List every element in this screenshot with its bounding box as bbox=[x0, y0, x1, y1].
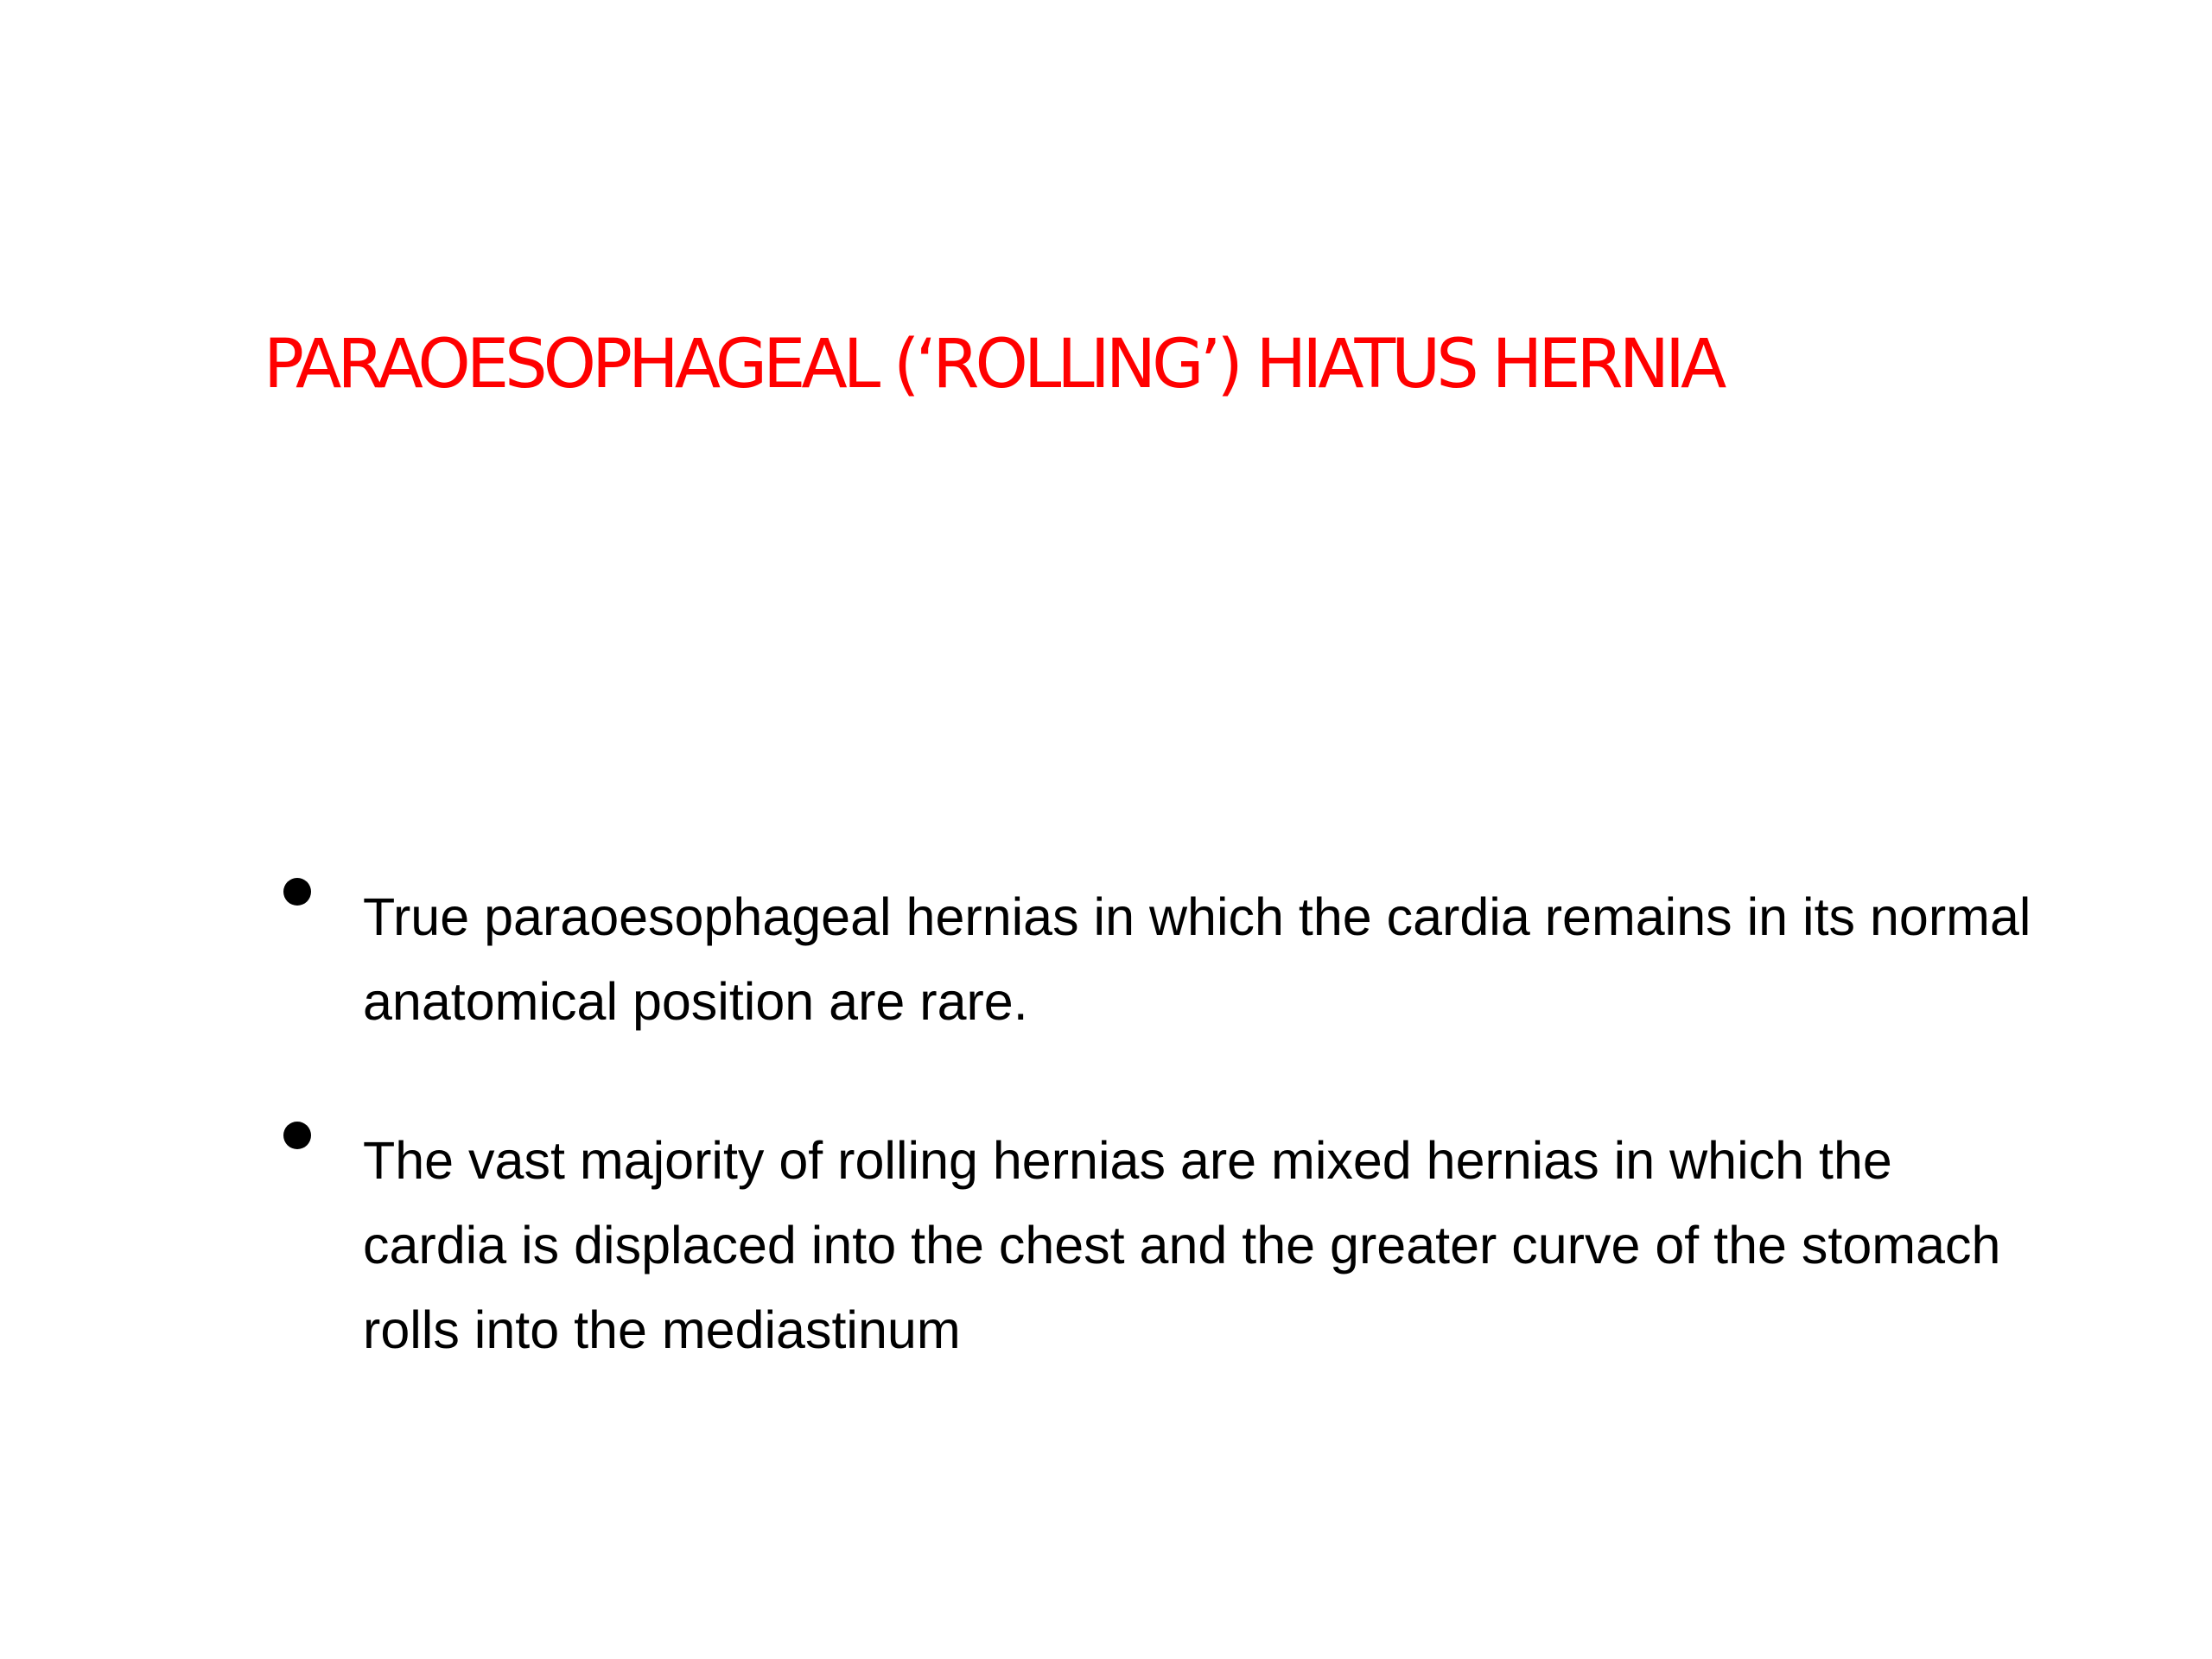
bullet-item bbox=[276, 874, 2039, 1044]
bullet-text: True paraoesophageal hernias in which the cardia remains in its normal anatomical position are rare. bbox=[363, 887, 2031, 1031]
bullet-dot-icon bbox=[283, 1122, 311, 1149]
bullet-text: The vast majority of rolling hernias are mixed hernias in which the cardia is displaced into the chest and the greater curve of the stomach rolls into the mediastinum bbox=[363, 1131, 2001, 1359]
bullet-list bbox=[276, 874, 2039, 1372]
bullet-item bbox=[276, 1118, 2039, 1372]
slide-title: PARAOESOPHAGEAL (‘ROLLING’) HIATUS HERNIA bbox=[264, 326, 1723, 404]
bullet-dot-icon bbox=[283, 878, 311, 906]
